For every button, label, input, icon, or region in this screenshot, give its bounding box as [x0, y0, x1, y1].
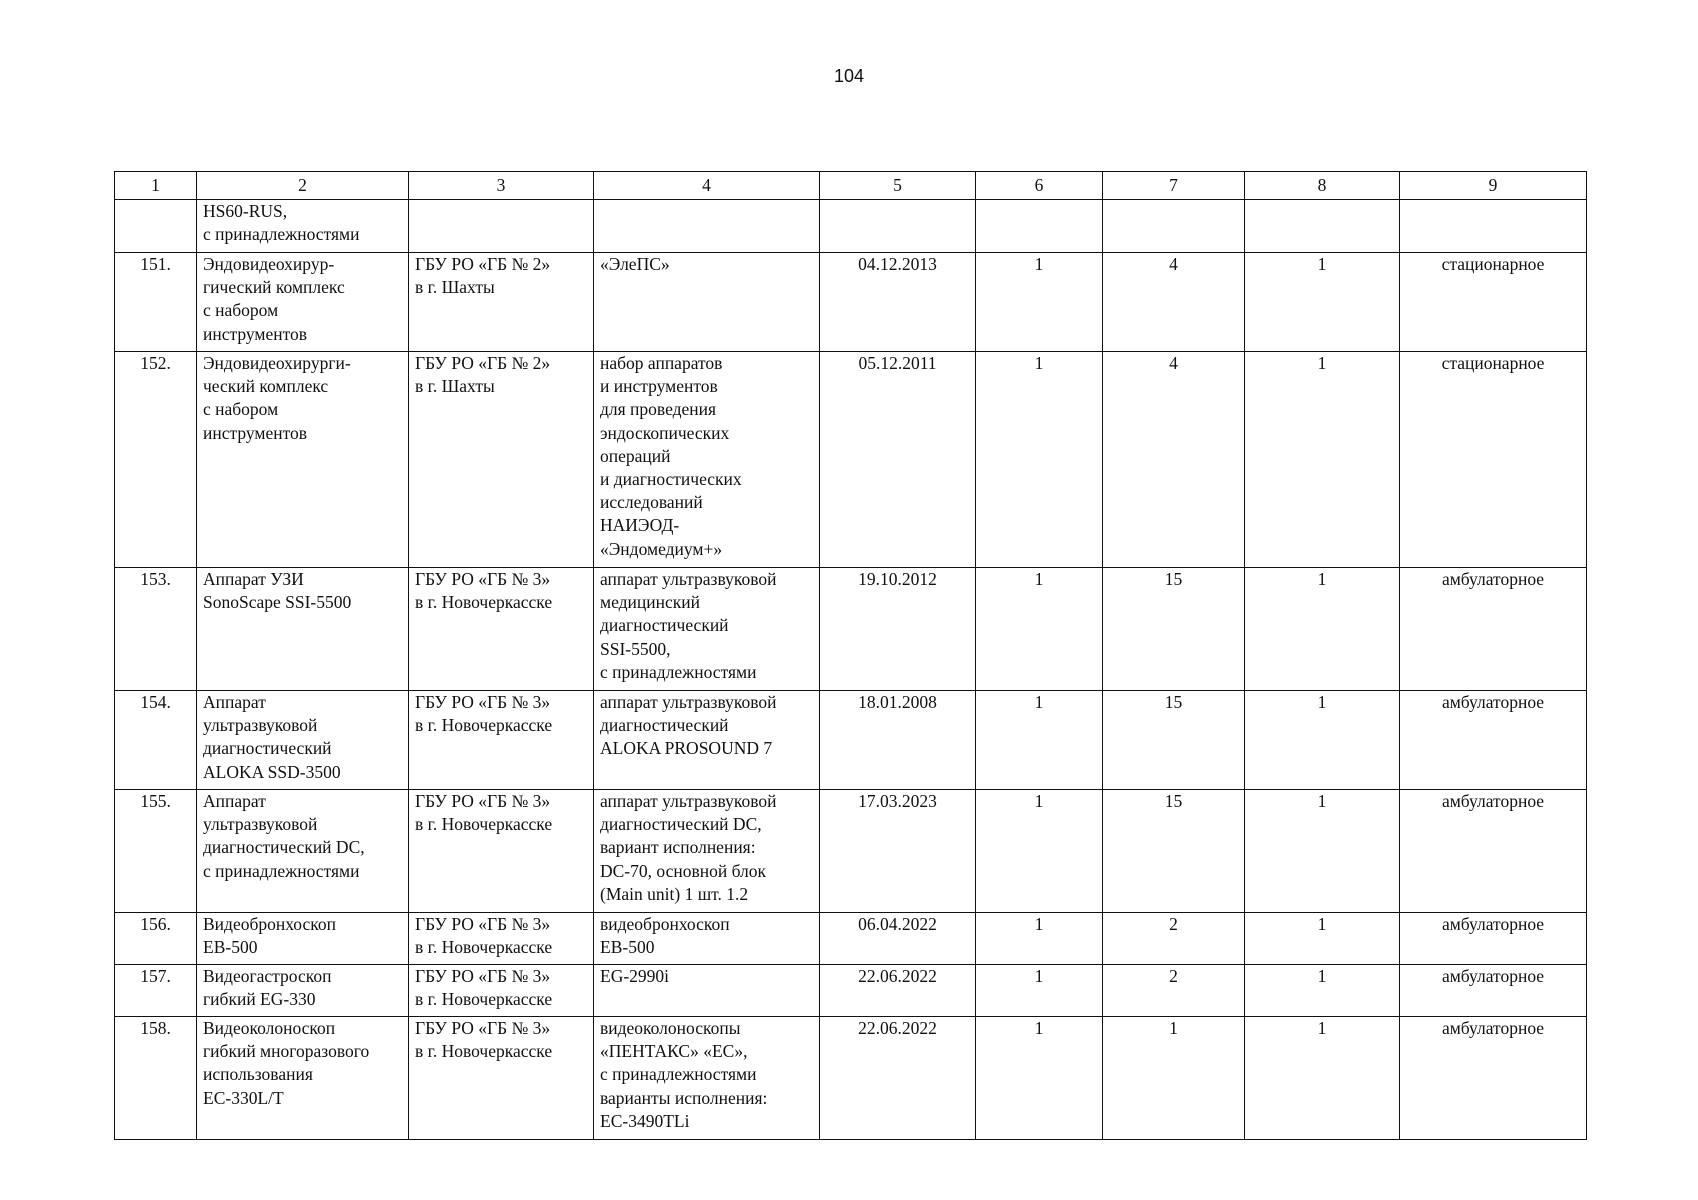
device-description: видеоколоноскопы «ПЕНТАКС» «EC», с принадлежностями варианты исполнения: EC-3490TLi	[594, 1017, 820, 1140]
column-header: 6	[976, 172, 1103, 200]
device-description: аппарат ультразвуковой медицинский диагностический SSI-5500, с принадлежностями	[594, 568, 820, 691]
col8-value: 1	[1245, 913, 1400, 965]
date: 19.10.2012	[820, 568, 976, 691]
table-row	[115, 200, 1587, 253]
equipment-name: Аппарат ультразвуковой диагностический DC, с принадлежностями	[197, 790, 409, 913]
page-number: 104	[833, 66, 865, 86]
equipment-name: Эндовидеохирурги- ческий комплекс с набором инструментов	[197, 352, 409, 568]
equipment-name: Видеобронхоскоп EB-500	[197, 913, 409, 965]
usage-type: амбулаторное	[1400, 913, 1587, 965]
col6-value: 1	[976, 691, 1103, 790]
col6-value: 1	[976, 913, 1103, 965]
col7-value: 4	[1103, 352, 1245, 568]
col8-value: 1	[1245, 1017, 1400, 1140]
column-header: 3	[409, 172, 594, 200]
device-description	[594, 200, 820, 253]
row-number	[115, 200, 197, 253]
column-header: 8	[1245, 172, 1400, 200]
date: 18.01.2008	[820, 691, 976, 790]
equipment-name: Видеогастроскоп гибкий EG-330	[197, 965, 409, 1017]
column-header: 7	[1103, 172, 1245, 200]
col7-value: 15	[1103, 568, 1245, 691]
col8-value: 1	[1245, 790, 1400, 913]
col7-value: 2	[1103, 965, 1245, 1017]
table-row	[115, 1017, 1587, 1140]
col6-value: 1	[976, 568, 1103, 691]
col7-value: 2	[1103, 913, 1245, 965]
usage-type: амбулаторное	[1400, 790, 1587, 913]
col7-value: 1	[1103, 1017, 1245, 1140]
date: 06.04.2022	[820, 913, 976, 965]
registry-table	[114, 171, 1587, 1140]
usage-type: амбулаторное	[1400, 1017, 1587, 1140]
table-row	[115, 568, 1587, 691]
usage-type: амбулаторное	[1400, 965, 1587, 1017]
table-row	[115, 253, 1587, 352]
column-header: 1	[115, 172, 197, 200]
col6-value	[976, 200, 1103, 253]
equipment-name: Аппарат УЗИ SonoScape SSI-5500	[197, 568, 409, 691]
column-header: 4	[594, 172, 820, 200]
date: 22.06.2022	[820, 965, 976, 1017]
usage-type: амбулаторное	[1400, 691, 1587, 790]
date	[820, 200, 976, 253]
table-header-row	[115, 172, 1587, 200]
row-number: 156.	[115, 913, 197, 965]
col6-value: 1	[976, 352, 1103, 568]
organization: ГБУ РО «ГБ № 3» в г. Новочеркасске	[409, 790, 594, 913]
organization: ГБУ РО «ГБ № 3» в г. Новочеркасске	[409, 568, 594, 691]
col7-value: 4	[1103, 253, 1245, 352]
usage-type: стационарное	[1400, 253, 1587, 352]
col7-value	[1103, 200, 1245, 253]
usage-type: амбулаторное	[1400, 568, 1587, 691]
organization: ГБУ РО «ГБ № 3» в г. Новочеркасске	[409, 965, 594, 1017]
row-number: 151.	[115, 253, 197, 352]
device-description: набор аппаратов и инструментов для проведения эндоскопических операций и диагностических исследований НАИЭОД- «Эндомедиум+»	[594, 352, 820, 568]
equipment-name: HS60-RUS, с принадлежностями	[197, 200, 409, 253]
col8-value: 1	[1245, 691, 1400, 790]
organization: ГБУ РО «ГБ № 3» в г. Новочеркасске	[409, 913, 594, 965]
device-description: EG-2990i	[594, 965, 820, 1017]
row-number: 154.	[115, 691, 197, 790]
row-number: 153.	[115, 568, 197, 691]
column-header: 2	[197, 172, 409, 200]
organization: ГБУ РО «ГБ № 3» в г. Новочеркасске	[409, 691, 594, 790]
col6-value: 1	[976, 1017, 1103, 1140]
col6-value: 1	[976, 253, 1103, 352]
row-number: 155.	[115, 790, 197, 913]
col8-value: 1	[1245, 568, 1400, 691]
organization: ГБУ РО «ГБ № 2» в г. Шахты	[409, 253, 594, 352]
table-row	[115, 352, 1587, 568]
table-row	[115, 913, 1587, 965]
organization: ГБУ РО «ГБ № 3» в г. Новочеркасске	[409, 1017, 594, 1140]
device-description: «ЭлеПС»	[594, 253, 820, 352]
date: 04.12.2013	[820, 253, 976, 352]
col8-value: 1	[1245, 965, 1400, 1017]
col8-value: 1	[1245, 253, 1400, 352]
organization	[409, 200, 594, 253]
date: 22.06.2022	[820, 1017, 976, 1140]
col7-value: 15	[1103, 691, 1245, 790]
row-number: 152.	[115, 352, 197, 568]
col7-value: 15	[1103, 790, 1245, 913]
organization: ГБУ РО «ГБ № 2» в г. Шахты	[409, 352, 594, 568]
table-row	[115, 965, 1587, 1017]
equipment-name: Видеоколоноскоп гибкий многоразового использования EC-330L/T	[197, 1017, 409, 1140]
row-number: 158.	[115, 1017, 197, 1140]
table-row	[115, 790, 1587, 913]
table-row	[115, 691, 1587, 790]
col6-value: 1	[976, 790, 1103, 913]
col8-value: 1	[1245, 352, 1400, 568]
col6-value: 1	[976, 965, 1103, 1017]
row-number: 157.	[115, 965, 197, 1017]
column-header: 5	[820, 172, 976, 200]
usage-type: стационарное	[1400, 352, 1587, 568]
equipment-name: Аппарат ультразвуковой диагностический ALOKA SSD-3500	[197, 691, 409, 790]
date: 17.03.2023	[820, 790, 976, 913]
device-description: аппарат ультразвуковой диагностический DC, вариант исполнения: DC-70, основной блок (Main unit) 1 шт. 1.2	[594, 790, 820, 913]
equipment-name: Эндовидеохирур- гический комплекс с набором инструментов	[197, 253, 409, 352]
column-header: 9	[1400, 172, 1587, 200]
usage-type	[1400, 200, 1587, 253]
device-description: видеобронхоскоп EB-500	[594, 913, 820, 965]
device-description: аппарат ультразвуковой диагностический ALOKA PROSOUND 7	[594, 691, 820, 790]
col8-value	[1245, 200, 1400, 253]
date: 05.12.2011	[820, 352, 976, 568]
